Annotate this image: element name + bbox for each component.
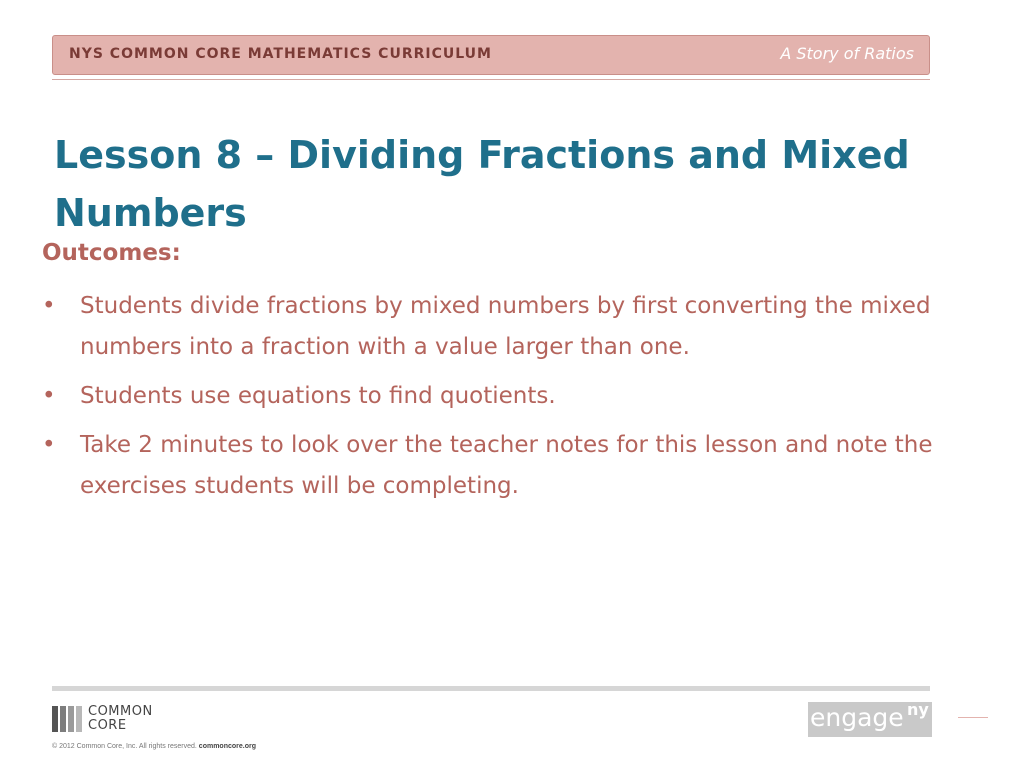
- bullet-icon: •: [42, 432, 56, 458]
- outcome-text: Take 2 minutes to look over the teacher notes for this lesson and note the exercises students will be completing.: [80, 432, 933, 499]
- outcome-item: [42, 376, 947, 417]
- copyright-site: commoncore.org: [198, 743, 256, 750]
- copyright-notice: © 2012 Common Core, Inc. All rights reserved. commoncore.org: [52, 743, 256, 750]
- common-core-bars-icon: [52, 706, 82, 732]
- ny-wordmark: ny: [907, 702, 929, 719]
- module-label: A Story of Ratios: [780, 44, 914, 63]
- header-bar: [52, 35, 930, 75]
- outcome-item: [42, 286, 947, 368]
- outcome-item: [42, 425, 947, 507]
- slide-title: Lesson 8 – Dividing Fractions and Mixed Numbers: [54, 133, 910, 235]
- footer-divider: [52, 686, 930, 691]
- corner-accent-line: [958, 717, 988, 718]
- engageny-logo: [808, 702, 932, 737]
- bullet-icon: •: [42, 293, 56, 319]
- outcome-text: Students divide fractions by mixed numbers by first converting the mixed numbers into a fraction with a value larger than one.: [80, 293, 931, 360]
- curriculum-label: NYS COMMON CORE MATHEMATICS CURRICULUM: [69, 46, 492, 62]
- outcomes-heading: Outcomes:: [42, 240, 181, 266]
- bullet-icon: •: [42, 383, 56, 409]
- header-divider: [52, 79, 930, 80]
- outcomes-list: [42, 286, 947, 515]
- common-core-wordmark: COMMON CORE: [88, 704, 153, 733]
- engage-wordmark: engage: [810, 703, 904, 732]
- common-core-logo: [52, 705, 153, 733]
- outcome-text: Students use equations to find quotients.: [80, 383, 556, 409]
